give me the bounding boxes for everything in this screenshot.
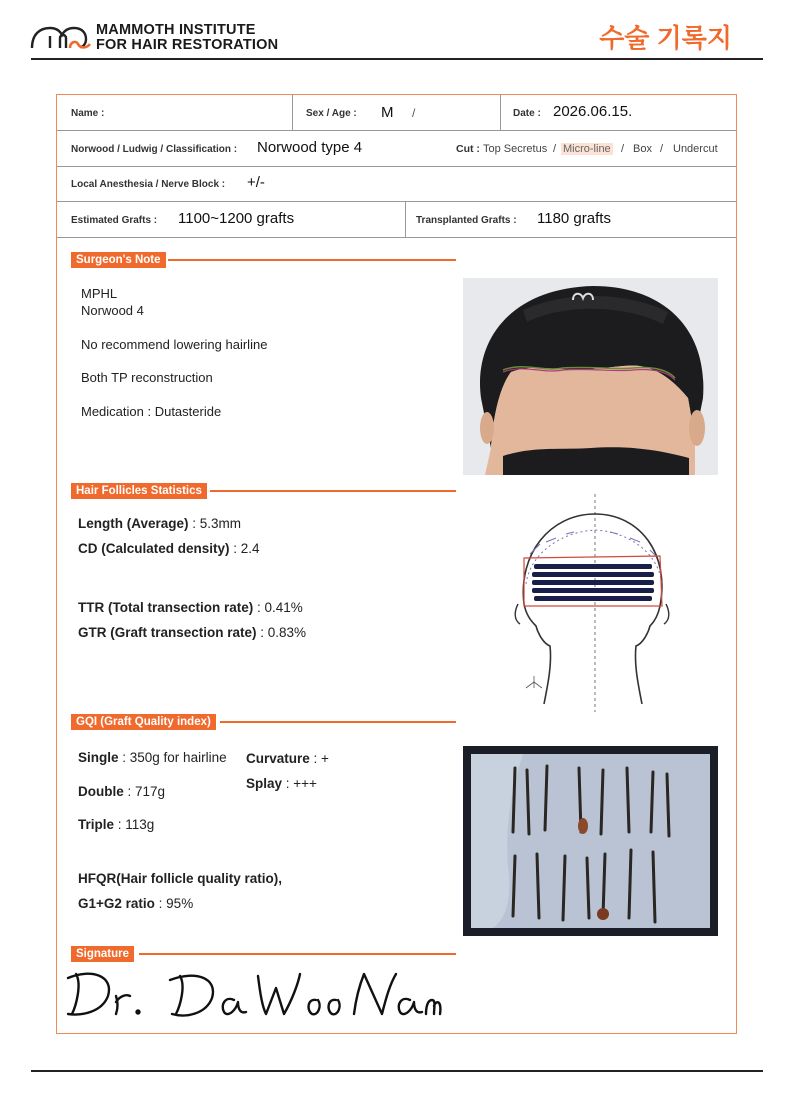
header-divider <box>31 58 763 60</box>
column-divider <box>405 201 406 237</box>
triple-stat <box>78 817 154 832</box>
gtr-stat <box>78 625 306 640</box>
follicle-stats-heading: Hair Follicles Statistics <box>71 483 207 499</box>
classification-field[interactable]: Norwood type 4 <box>257 139 363 156</box>
hfqr-label <box>78 871 282 886</box>
logo-line-1: MAMMOTH INSTITUTE <box>96 22 256 38</box>
cd-stat <box>78 541 260 556</box>
curvature-label: Curvature <box>246 751 310 766</box>
sex-age-label: Sex / Age : <box>306 108 357 119</box>
ratio-value: : 95% <box>154 896 194 911</box>
anesthesia-label: Local Anesthesia / Nerve Block : <box>71 179 226 190</box>
section-rule <box>139 953 456 955</box>
splay-stat <box>246 776 317 791</box>
transplanted-grafts-label: Transplanted Grafts : <box>416 215 517 226</box>
patient-hairline-photo <box>463 278 718 475</box>
gtr-label: GTR (Graft transection rate) <box>78 625 257 640</box>
column-divider <box>292 95 293 130</box>
row-divider <box>57 237 736 238</box>
graft-microscope-photo <box>463 746 718 936</box>
ttr-stat <box>78 600 303 615</box>
transplanted-grafts-field[interactable]: 1180 grafts <box>537 210 611 227</box>
footer-divider <box>31 1070 763 1072</box>
ttr-value: : 0.41% <box>253 600 303 615</box>
splay-value: : +++ <box>282 776 317 791</box>
estimated-grafts-label: Estimated Grafts : <box>71 215 158 226</box>
length-stat <box>78 516 241 531</box>
classification-label: Norwood / Ludwig / Classification : <box>71 144 238 155</box>
surgeons-note-heading: Surgeon's Note <box>71 252 166 268</box>
handwritten-signature <box>62 962 442 1030</box>
sex-age-separator: / <box>412 106 416 120</box>
length-label: Length (Average) <box>78 516 189 531</box>
row-divider <box>57 130 736 131</box>
curvature-value: : + <box>309 751 329 766</box>
date-label: Date : <box>513 108 541 119</box>
name-label: Name : <box>71 108 105 119</box>
gqi-heading: GQI (Graft Quality index) <box>71 714 216 730</box>
cut-label: Cut : <box>456 143 480 155</box>
section-rule <box>220 721 456 723</box>
double-label: Double <box>78 784 124 799</box>
row-divider <box>57 166 736 167</box>
note-line: No recommend lowering hairline <box>81 337 268 352</box>
single-stat <box>78 750 227 765</box>
note-line: MPHL <box>81 286 118 301</box>
document-title: 수술 기록지 <box>599 23 732 53</box>
section-rule <box>168 259 456 261</box>
triple-value: : 113g <box>114 817 155 832</box>
cut-option-top-secretus[interactable]: Top Secretus <box>483 143 548 155</box>
cut-separator: / <box>553 143 557 155</box>
section-rule <box>210 490 456 492</box>
date-field[interactable]: 2026.06.15. <box>553 103 633 120</box>
note-line: Both TP reconstruction <box>81 370 213 385</box>
sex-field[interactable]: M <box>381 104 394 121</box>
note-line: Norwood 4 <box>81 303 144 318</box>
cut-separator: / <box>660 143 664 155</box>
cut-separator: / <box>621 143 625 155</box>
signature-heading: Signature <box>71 946 134 962</box>
ratio-stat <box>78 896 193 911</box>
double-value: : 717g <box>123 784 166 799</box>
single-value: : 350g for hairline <box>118 750 227 765</box>
ratio-label: G1+G2 ratio <box>78 896 155 911</box>
single-label: Single <box>78 750 119 765</box>
ttr-label: TTR (Total transection rate) <box>78 600 254 615</box>
note-line: Medication : Dutasteride <box>81 404 222 419</box>
column-divider <box>500 95 501 130</box>
cut-option-undercut[interactable]: Undercut <box>673 143 718 155</box>
donor-area-diagram <box>510 494 670 712</box>
cd-label: CD (Calculated density) <box>78 541 230 556</box>
double-stat <box>78 784 165 799</box>
triple-label: Triple <box>78 817 115 832</box>
length-value: : 5.3mm <box>188 516 242 531</box>
row-divider <box>57 201 736 202</box>
splay-label: Splay <box>246 776 283 791</box>
cd-value: : 2.4 <box>229 541 260 556</box>
gtr-value: : 0.83% <box>256 625 307 640</box>
estimated-grafts-field[interactable]: 1100~1200 grafts <box>178 210 295 227</box>
curvature-stat <box>246 751 329 766</box>
anesthesia-field[interactable]: +/- <box>247 174 265 191</box>
cut-option-micro-line[interactable]: Micro-line <box>563 143 611 155</box>
logo-line-2: FOR HAIR RESTORATION <box>96 37 279 53</box>
cut-option-box[interactable]: Box <box>633 143 652 155</box>
mammoth-logo-icon <box>30 22 92 52</box>
hfqr-label-text: HFQR(Hair follicle quality ratio), <box>78 871 283 886</box>
